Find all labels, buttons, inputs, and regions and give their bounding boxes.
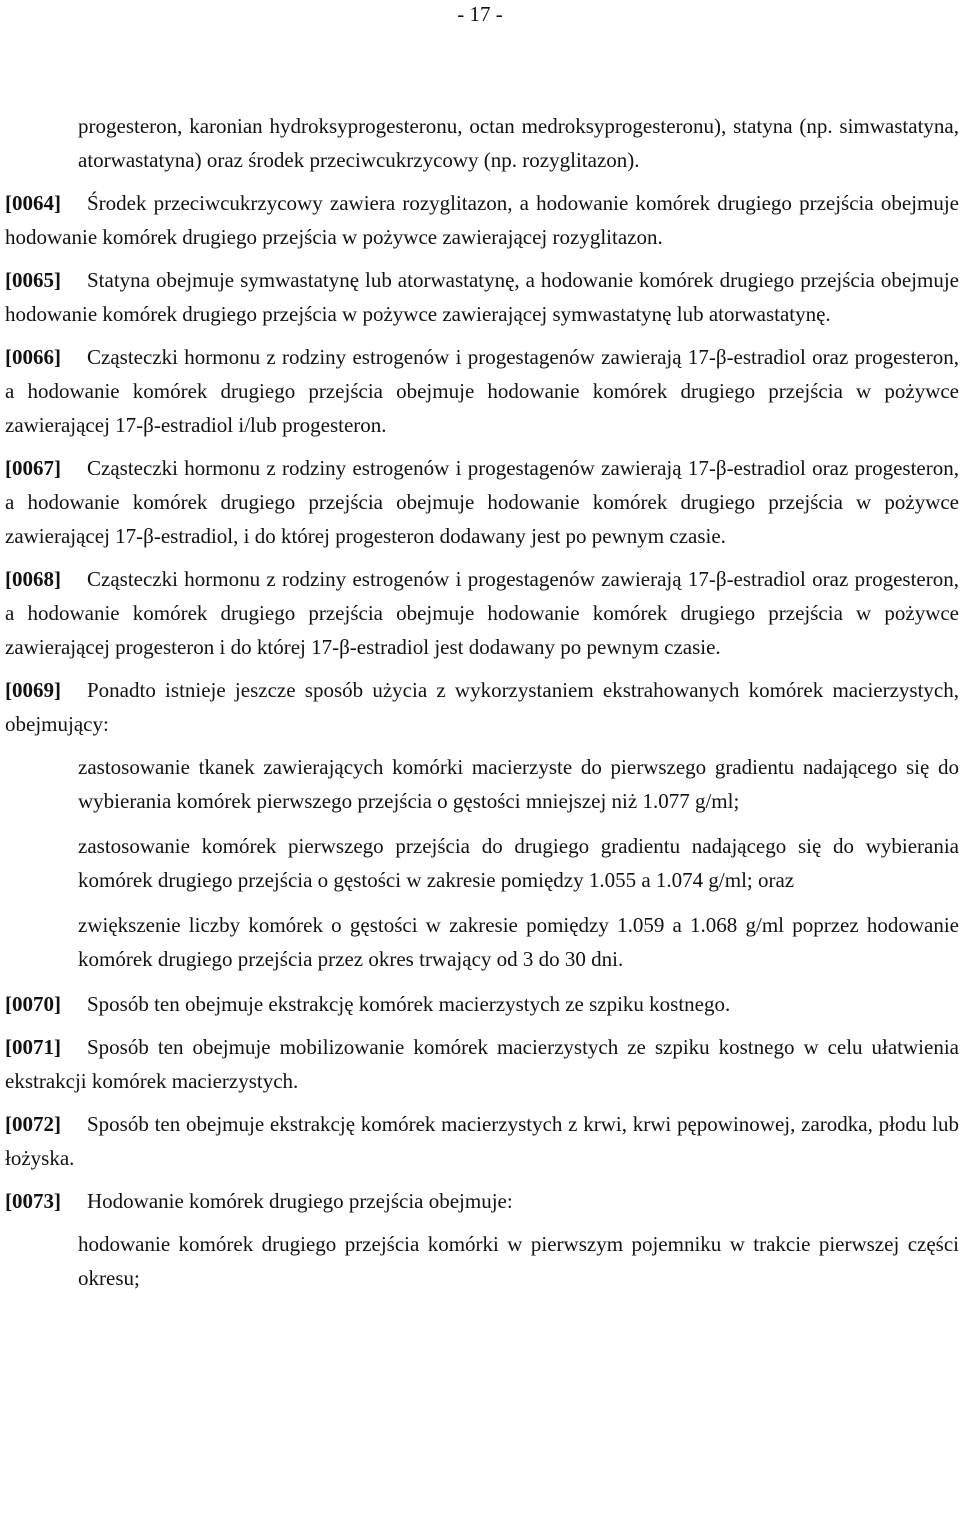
paragraph-0070 [5,987,959,1021]
paragraph-number: [0073] [5,1189,61,1213]
paragraph-text: Cząsteczki hormonu z rodziny estrogenów i progestagenów zawierają 17-β-estradiol oraz progesteron, a hodowanie komórek drugiego przejścia obejmuje hodowanie komórek drugiego przejścia w pożywce zawierającej 17-β-estradiol i/lub progesteron. [5,345,959,437]
paragraph-0069-steps [5,750,959,976]
paragraph-0072 [5,1107,959,1175]
page-number: - 17 - [457,2,503,26]
paragraph-0069 [5,673,959,741]
paragraph-text: Sposób ten obejmuje mobilizowanie komórek macierzystych ze szpiku kostnego w celu ułatwienia ekstrakcji komórek macierzystych. [5,1035,959,1093]
paragraph-number: [0067] [5,456,61,480]
paragraph-0067 [5,451,959,553]
paragraph-0071 [5,1030,959,1098]
paragraph-0066 [5,340,959,442]
paragraph-number: [0072] [5,1112,61,1136]
paragraph-number: [0068] [5,567,61,591]
paragraph-0064 [5,186,959,254]
paragraph-0073-steps [5,1227,959,1295]
list-item: zwiększenie liczby komórek o gęstości w zakresie pomiędzy 1.059 a 1.068 g/ml poprzez hodowanie komórek drugiego przejścia przez okres trwający od 3 do 30 dni. [78,913,959,971]
list-item: zastosowanie tkanek zawierających komórki macierzyste do pierwszego gradientu nadającego się do wybierania komórek pierwszego przejścia o gęstości mniejszej niż 1.077 g/ml; [78,755,959,813]
paragraph-text: Ponadto istnieje jeszcze sposób użycia z wykorzystaniem ekstrahowanych komórek macierzystych, obejmujący: [5,678,959,736]
intro-continuation: progesteron, karonian hydroksyprogesteronu, octan medroksyprogesteronu), statyna (np. simwastatyna, atorwastatyna) oraz środek przeciwcukrzycowy (np. rozyglitazon). [78,114,959,172]
paragraph-number: [0066] [5,345,61,369]
paragraph-text: Cząsteczki hormonu z rodziny estrogenów i progestagenów zawierają 17-β-estradiol oraz progesteron, a hodowanie komórek drugiego przejścia obejmuje hodowanie komórek drugiego przejścia w pożywce zawierającej progesteron i do której 17-β-estradiol jest dodawany po pewnym czasie. [5,567,959,659]
list-item: hodowanie komórek drugiego przejścia komórki w pierwszym pojemniku w trakcie pierwszej części okresu; [78,1232,959,1290]
paragraph-0065 [5,263,959,331]
paragraph-text: Sposób ten obejmuje ekstrakcję komórek macierzystych z krwi, krwi pępowinowej, zarodka, płodu lub łożyska. [5,1112,959,1170]
paragraph-number: [0070] [5,992,61,1016]
paragraph-number: [0064] [5,191,61,215]
paragraph-0073 [5,1184,959,1218]
list-item: zastosowanie komórek pierwszego przejścia do drugiego gradientu nadającego się do wybierania komórek drugiego przejścia o gęstości w zakresie pomiędzy 1.055 a 1.074 g/ml; oraz [78,834,959,892]
paragraph-text: Środek przeciwcukrzycowy zawiera rozyglitazon, a hodowanie komórek drugiego przejścia obejmuje hodowanie komórek drugiego przejścia w pożywce zawierającej rozyglitazon. [5,191,959,249]
document-body [5,109,959,1306]
paragraph-text: Statyna obejmuje symwastatynę lub atorwastatynę, a hodowanie komórek drugiego przejścia obejmuje hodowanie komórek drugiego przejścia w pożywce zawierającej symwastatynę lub atorwastatynę. [5,268,959,326]
paragraph-0068 [5,562,959,664]
paragraph-text: Cząsteczki hormonu z rodziny estrogenów i progestagenów zawierają 17-β-estradiol oraz progesteron, a hodowanie komórek drugiego przejścia obejmuje hodowanie komórek drugiego przejścia w pożywce zawierającej 17-β-estradiol, i do której progesteron dodawany jest po pewnym czasie. [5,456,959,548]
paragraph-text: Hodowanie komórek drugiego przejścia obejmuje: [87,1189,513,1213]
paragraph-text: Sposób ten obejmuje ekstrakcję komórek macierzystych ze szpiku kostnego. [87,992,731,1016]
paragraph-number: [0069] [5,678,61,702]
paragraph-number: [0071] [5,1035,61,1059]
paragraph-number: [0065] [5,268,61,292]
